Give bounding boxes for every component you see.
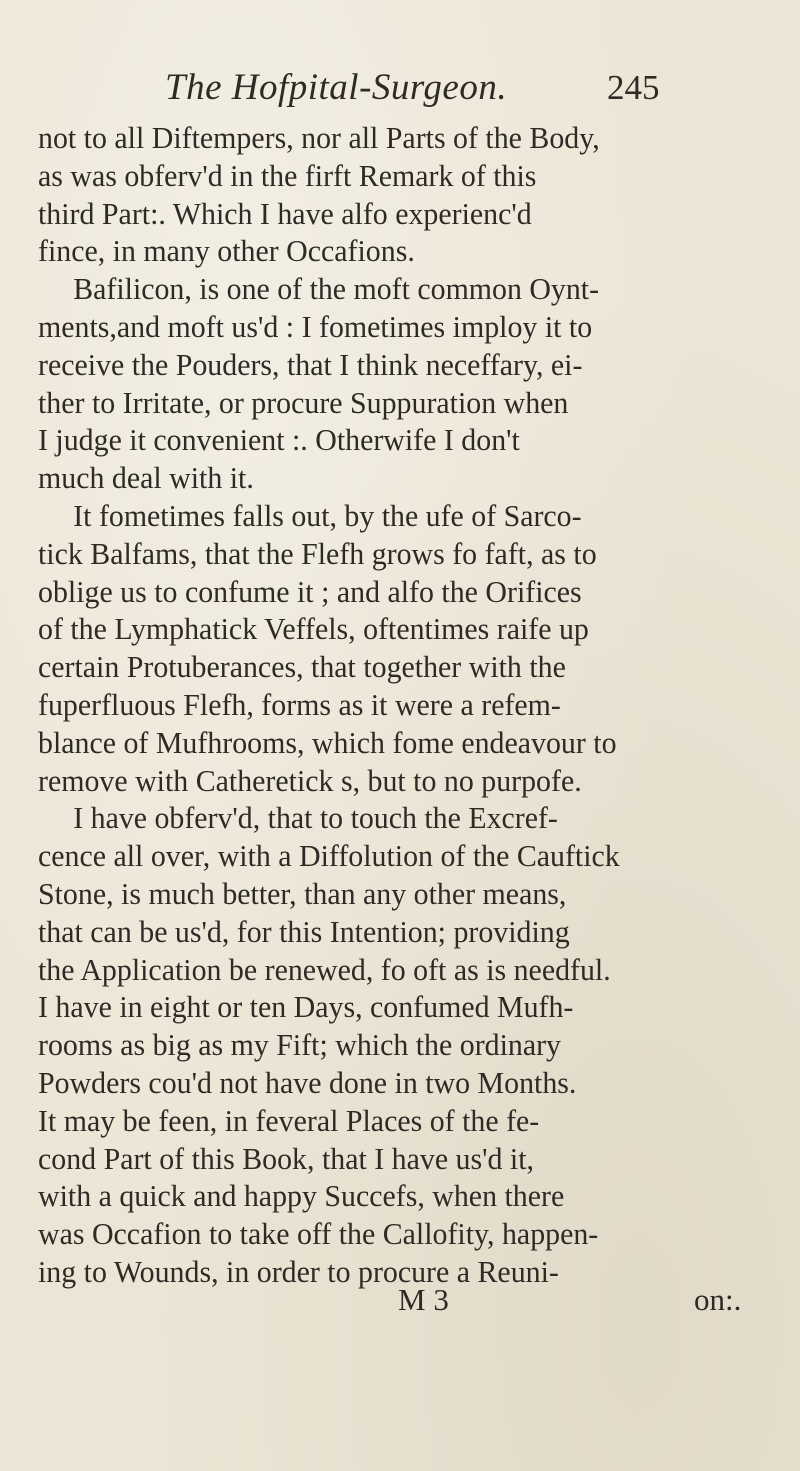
text-line: receive the Pouders, that I think neceffary, ei- (38, 347, 583, 382)
text-line: tick Balfams, that the Flefh grows fo faft, as to (38, 536, 597, 571)
text-line: third Part:. Which I have alfo experienc'd (38, 196, 532, 231)
text-line: oblige us to confume it ; and alfo the Orifices (38, 574, 582, 609)
text-line: ments,and moft us'd : I fometimes imploy it to (38, 309, 593, 344)
paragraph-start-line: I have obferv'd, that to touch the Excref- (73, 801, 558, 836)
text-line: remove with Catheretick s, but to no purpofe. (38, 763, 582, 798)
text-line: certain Protuberances, that together with the (38, 650, 566, 685)
text-line: cond Part of this Book, that I have us'd it, (38, 1141, 535, 1176)
text-line: ing to Wounds, in order to procure a Reuni- (38, 1254, 559, 1289)
text-line: Stone, is much better, than any other means, (38, 876, 567, 911)
text-line: blance of Mufhrooms, which fome endeavour to (38, 725, 617, 760)
text-line: I have in eight or ten Days, confumed Mufh- (38, 990, 574, 1025)
page-footer (0, 1282, 800, 1322)
text-line: with a quick and happy Succefs, when there (38, 1179, 565, 1214)
text-line: as was obferv'd in the firft Remark of this (38, 158, 537, 193)
text-line: the Application be renewed, fo oft as is needful. (38, 952, 611, 987)
text-line: fince, in many other Occafions. (38, 234, 415, 269)
page-header (0, 66, 800, 116)
paragraph-start-line: It fometimes falls out, by the ufe of Sarco- (73, 498, 582, 533)
text-line: that can be us'd, for this Intention; providing (38, 914, 570, 949)
text-line: was Occafion to take off the Callofity, happen- (38, 1217, 599, 1252)
body-text (38, 120, 798, 1292)
text-line: rooms as big as my Fift; which the ordinary (38, 1028, 562, 1063)
page-number: 245 (607, 68, 660, 107)
signature-mark: M 3 (398, 1282, 449, 1317)
paragraph-start-line: Bafilicon, is one of the moft common Oynt- (73, 272, 600, 307)
text-line: not to all Diftempers, nor all Parts of the Body, (38, 121, 600, 155)
text-line: fuperfluous Flefh, forms as it were a refem- (38, 687, 561, 722)
running-title: The Hofpital-Surgeon. (165, 67, 508, 108)
text-line: I judge it convenient :. Otherwife I don't (38, 423, 520, 458)
text-line: It may be feen, in feveral Places of the fe- (38, 1103, 540, 1138)
text-line: ther to Irritate, or procure Suppuration when (38, 385, 569, 420)
text-line: Powders cou'd not have done in two Months. (38, 1065, 577, 1100)
text-line: much deal with it. (38, 461, 254, 496)
text-line: of the Lymphatick Veffels, oftentimes raife up (38, 612, 589, 647)
catchword: on:. (694, 1282, 742, 1317)
text-line: cence all over, with a Diffolution of the Cauftick (38, 839, 620, 874)
